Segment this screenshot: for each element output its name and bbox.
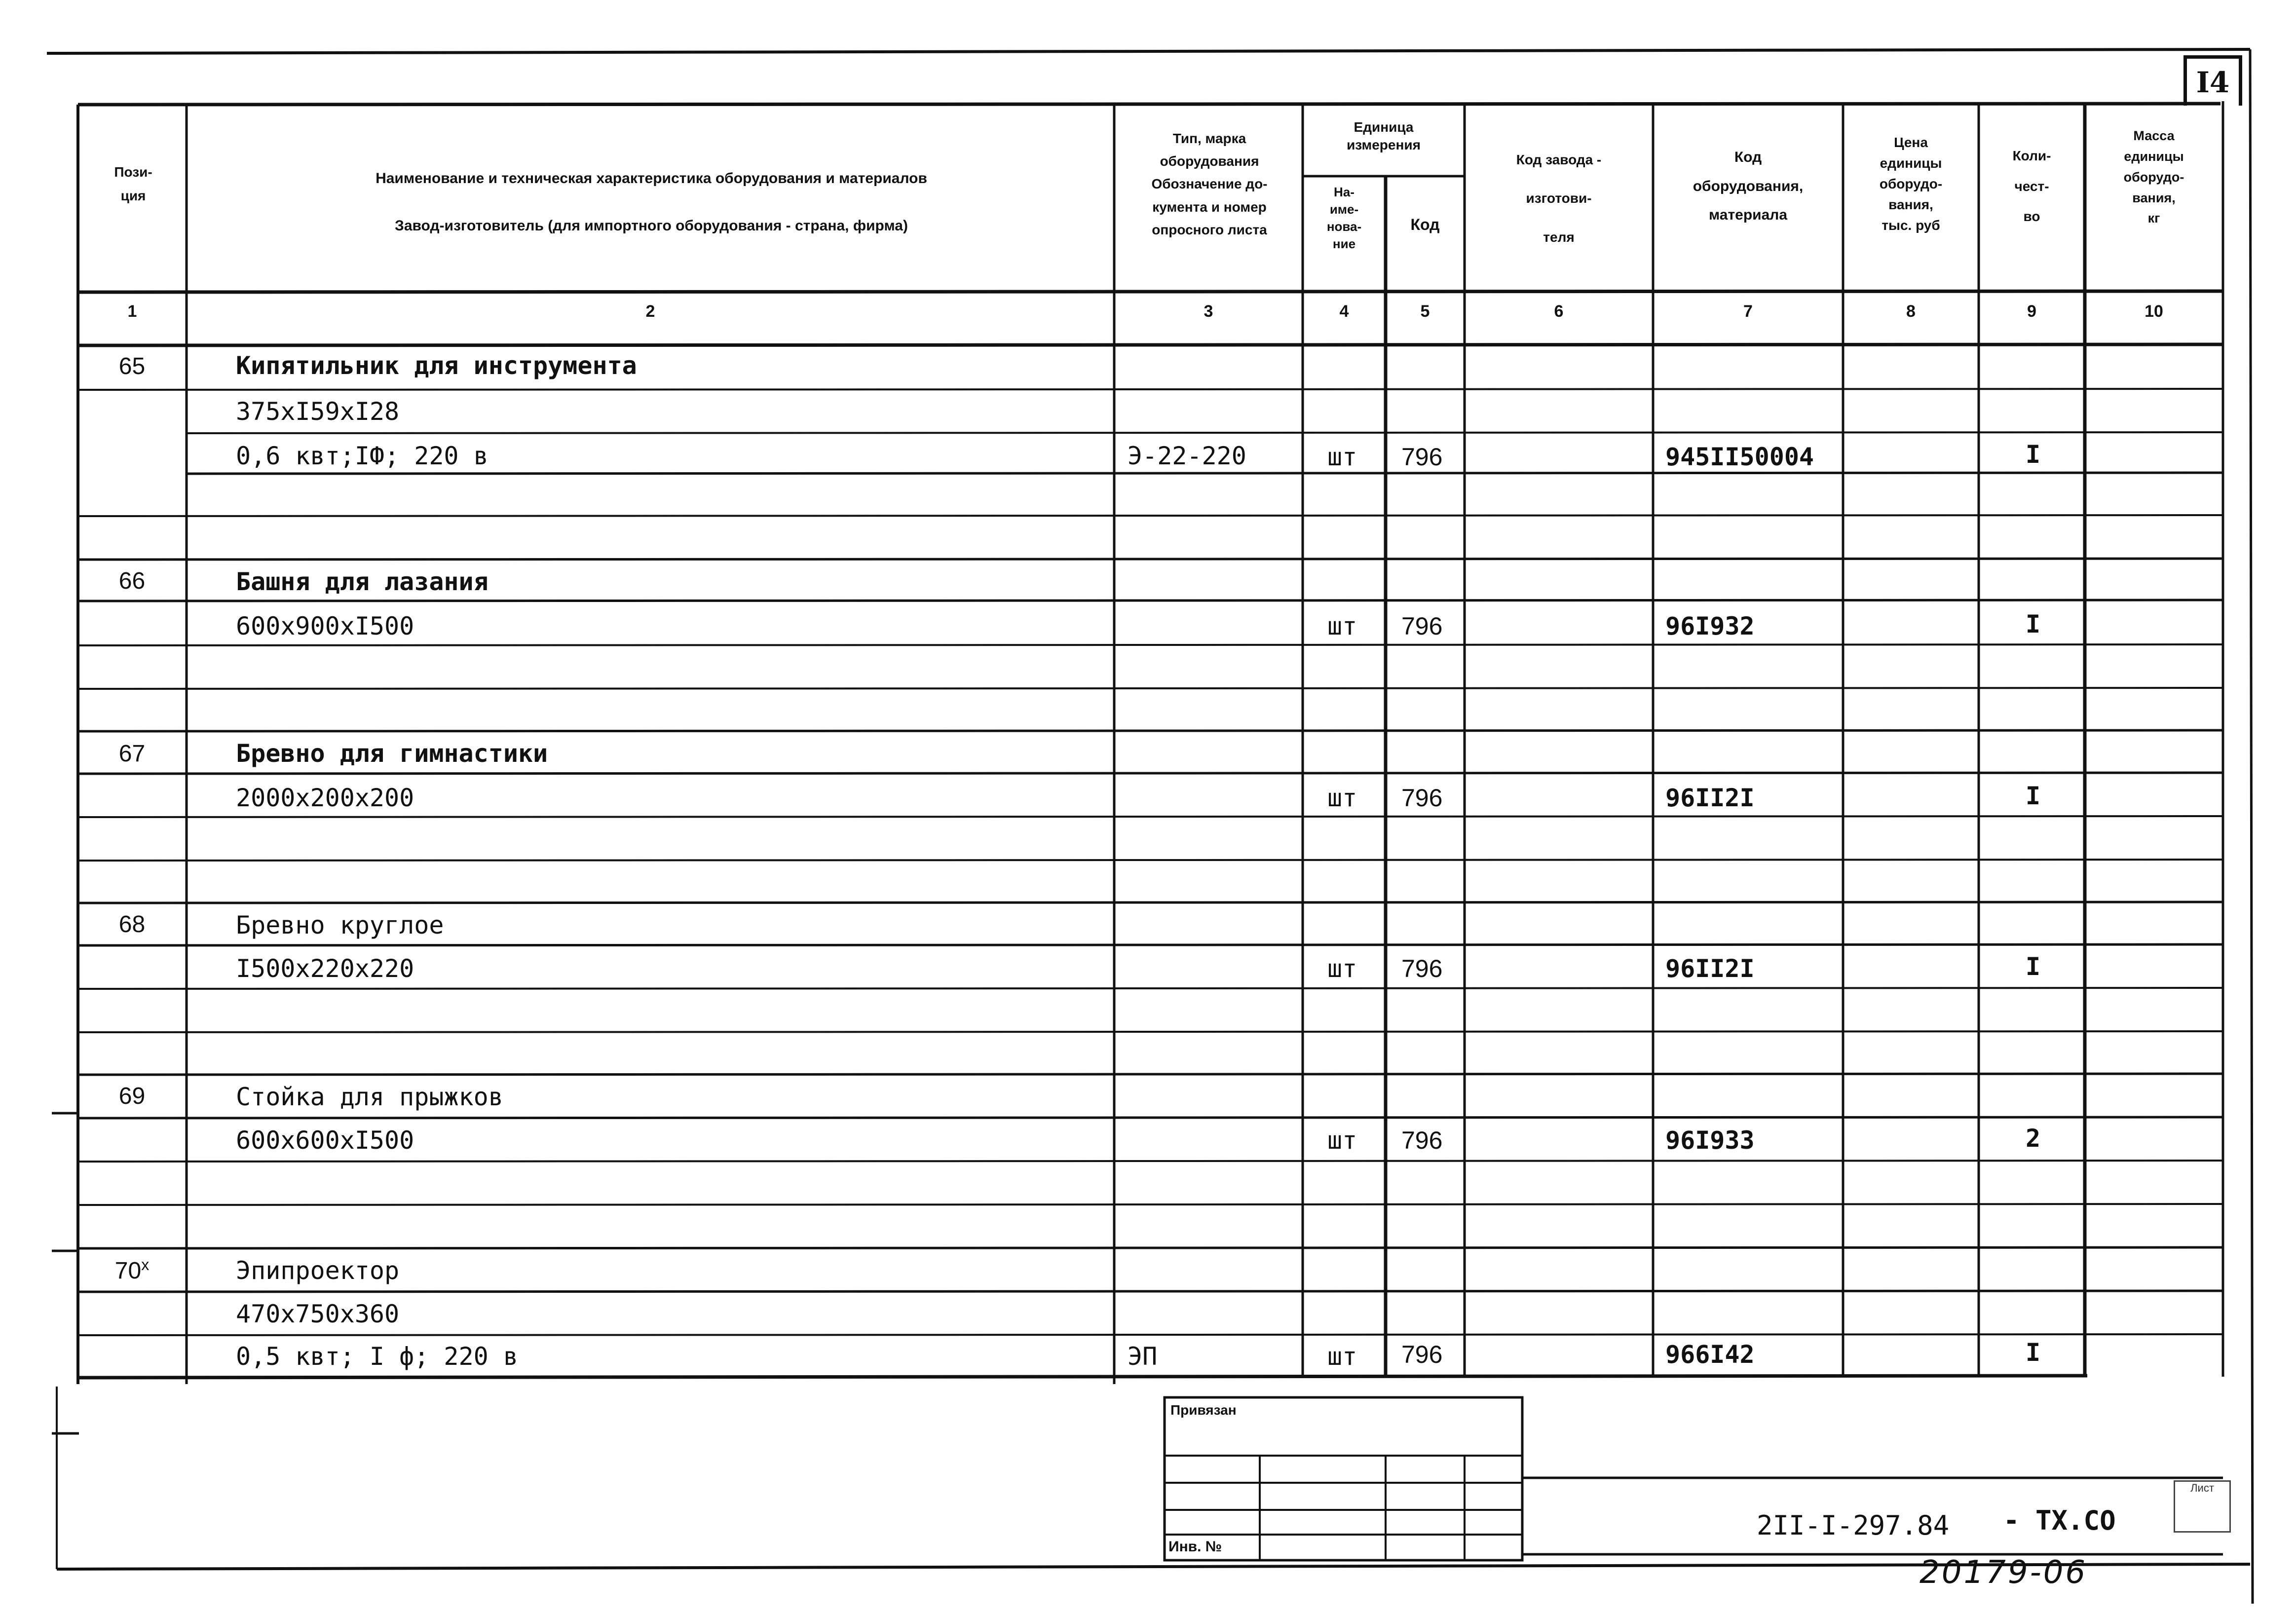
item-unit: шт	[1327, 443, 1357, 471]
item-unit: шт	[1327, 612, 1357, 640]
item-position: 69	[118, 1083, 146, 1109]
col-number: 1	[127, 302, 137, 321]
item-unit-code: 796	[1401, 955, 1443, 982]
item-position: 68	[118, 911, 146, 938]
col-number: 9	[2027, 302, 2036, 321]
item-unit-code: 796	[1401, 784, 1443, 812]
item-quantity: I	[2025, 1338, 2041, 1367]
item-name: Бревно для гимнастики	[236, 739, 548, 768]
header-type: Тип, марка оборудования Обозначение до- кумента и номер опросного листа	[1151, 131, 1268, 237]
page-number: I4	[2183, 55, 2242, 106]
document-code: 2II-I-297.84	[1757, 1510, 1950, 1541]
item-type: ЭП	[1128, 1342, 1158, 1371]
header-maker-code: Код завода - изготови- теля	[1516, 152, 1602, 245]
item-spec: 0,5 квт; I ф; 220 в	[236, 1342, 518, 1371]
item-position: 67	[118, 741, 146, 767]
col-number: 8	[1906, 302, 1916, 321]
item-dims: 470х750х360	[236, 1300, 400, 1328]
item-code: 96II2I	[1665, 954, 1755, 983]
header-quantity: Коли- чест- во	[2012, 148, 2051, 225]
header-position: Пози- ция	[114, 164, 152, 203]
item-unit: шт	[1327, 954, 1357, 983]
item-quantity: 2	[2025, 1124, 2041, 1153]
col-number: 5	[1420, 302, 1430, 321]
col-number: 4	[1339, 302, 1349, 321]
item-quantity: I	[2025, 440, 2041, 469]
item-name: Бревно круглое	[236, 911, 444, 939]
item-code: 945II50004	[1665, 443, 1814, 471]
item-dims: 600х600хI500	[236, 1126, 414, 1155]
item-dims: 2000х200х200	[236, 784, 414, 812]
item-position-mark: х	[141, 1256, 150, 1274]
item-unit: шт	[1327, 784, 1357, 812]
item-quantity: I	[2025, 782, 2041, 810]
item-position-number: 70	[114, 1258, 142, 1284]
bound-label: Привязан	[1170, 1402, 1237, 1418]
header-price: Цена единицы оборудо- вания, тыс. руб	[1879, 135, 1943, 233]
item-quantity: I	[2025, 952, 2041, 981]
item-type: Э-22-220	[1128, 442, 1246, 470]
item-code: 96II2I	[1665, 784, 1755, 812]
col-number: 7	[1743, 302, 1753, 321]
document-suffix: - ТХ.СО	[2003, 1505, 2116, 1536]
header-name-line2: Завод-изготовитель (для импортного оборудования - страна, фирма)	[395, 218, 908, 234]
item-dims: I500х220х220	[236, 954, 414, 983]
item-unit-code: 796	[1401, 443, 1443, 471]
item-quantity: I	[2025, 610, 2041, 638]
header-unit-code: Код	[1410, 216, 1440, 233]
item-name: Башня для лазания	[236, 567, 489, 596]
item-dims: 600х900хI500	[236, 612, 414, 640]
header-unit-group: Единица измерения	[1347, 119, 1421, 153]
header-unit-name: На- име- нова- ние	[1326, 185, 1362, 252]
item-code: 96I933	[1665, 1126, 1755, 1155]
item-code: 96I932	[1665, 612, 1755, 640]
col-number: 3	[1204, 302, 1213, 321]
item-dims: 375хI59хI28	[236, 397, 400, 426]
item-unit-code: 796	[1401, 1127, 1443, 1154]
col-number: 10	[2145, 302, 2163, 321]
inventory-number-label: Инв. №	[1168, 1539, 1222, 1555]
sheet-label: Лист	[2174, 1480, 2231, 1533]
item-position	[79, 1256, 185, 1284]
item-unit: шт	[1327, 1126, 1357, 1155]
header-equipment-code: Код оборудования, материала	[1693, 149, 1804, 223]
handwritten-number: 20179-06	[1920, 1554, 2088, 1591]
item-name: Эпипроектор	[236, 1256, 400, 1285]
col-number: 6	[1554, 302, 1564, 321]
item-name: Кипятильник для инструмента	[236, 351, 637, 380]
header-name-line1: Наименование и техническая характеристика оборудования и материалов	[376, 170, 927, 187]
col-number: 2	[645, 302, 655, 321]
item-code: 966I42	[1665, 1340, 1755, 1369]
item-position: 66	[118, 568, 146, 594]
item-unit: шт	[1327, 1342, 1357, 1371]
item-position: 65	[118, 353, 146, 379]
item-unit-code: 796	[1401, 1341, 1443, 1368]
header-mass: Масса единицы оборудо- вания, кг	[2123, 128, 2184, 226]
item-name: Стойка для прыжков	[236, 1083, 503, 1111]
item-spec: 0,6 квт;IФ; 220 в	[236, 442, 489, 470]
item-unit-code: 796	[1401, 612, 1443, 640]
